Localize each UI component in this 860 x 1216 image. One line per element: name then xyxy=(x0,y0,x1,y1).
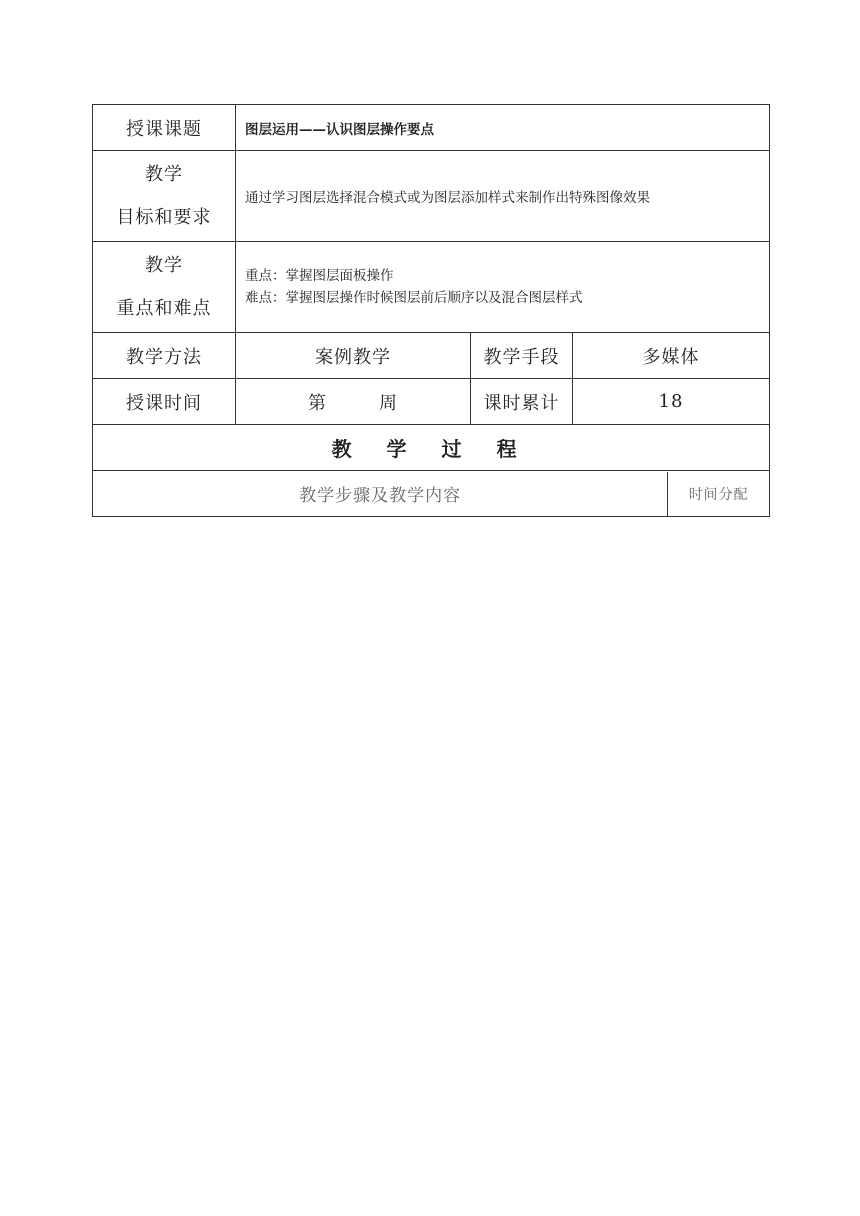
process-columns xyxy=(93,472,769,516)
time-alloc-label: 时间分配 xyxy=(688,486,749,503)
objectives-label xyxy=(93,151,236,242)
objectives-value: 通过学习图层选择混合模式或为图层添加样式来制作出特殊图像效果 xyxy=(236,151,770,242)
week-prefix: 第 xyxy=(308,392,327,414)
objectives-label-line2: 目标和要求 xyxy=(116,207,212,228)
hours-label: 课时累计 xyxy=(471,379,573,425)
topic-row xyxy=(93,105,770,151)
method-row xyxy=(93,333,770,379)
key-points-value xyxy=(236,242,770,333)
means-label: 教学手段 xyxy=(471,333,573,379)
hours-value: 18 xyxy=(573,379,770,425)
key-points-label-line1: 教学 xyxy=(145,255,183,276)
process-columns-row xyxy=(93,471,770,517)
objectives-row xyxy=(93,151,770,242)
week-value xyxy=(236,379,471,425)
topic-value: 图层运用——认识图层操作要点 xyxy=(236,105,770,151)
key-point-text: 重点：掌握图层面板操作 xyxy=(245,268,394,284)
objectives-label-line1: 教学 xyxy=(145,164,183,185)
week-suffix: 周 xyxy=(379,392,398,414)
steps-label: 教学步骤及教学内容 xyxy=(93,472,668,516)
process-heading-row xyxy=(93,425,770,471)
lesson-plan-table xyxy=(92,104,770,517)
means-value: 多媒体 xyxy=(573,333,770,379)
difficulty-text: 难点：掌握图层操作时候图层前后顺序以及混合图层样式 xyxy=(245,290,583,306)
method-value: 案例教学 xyxy=(236,333,471,379)
time-row xyxy=(93,379,770,425)
key-points-label xyxy=(93,242,236,333)
topic-label: 授课课题 xyxy=(93,105,236,151)
key-points-row xyxy=(93,242,770,333)
process-columns-cell xyxy=(93,471,770,517)
time-label: 授课时间 xyxy=(93,379,236,425)
key-points-label-line2: 重点和难点 xyxy=(116,298,212,319)
method-label: 教学方法 xyxy=(93,333,236,379)
process-heading: 教 学 过 程 xyxy=(93,425,770,471)
